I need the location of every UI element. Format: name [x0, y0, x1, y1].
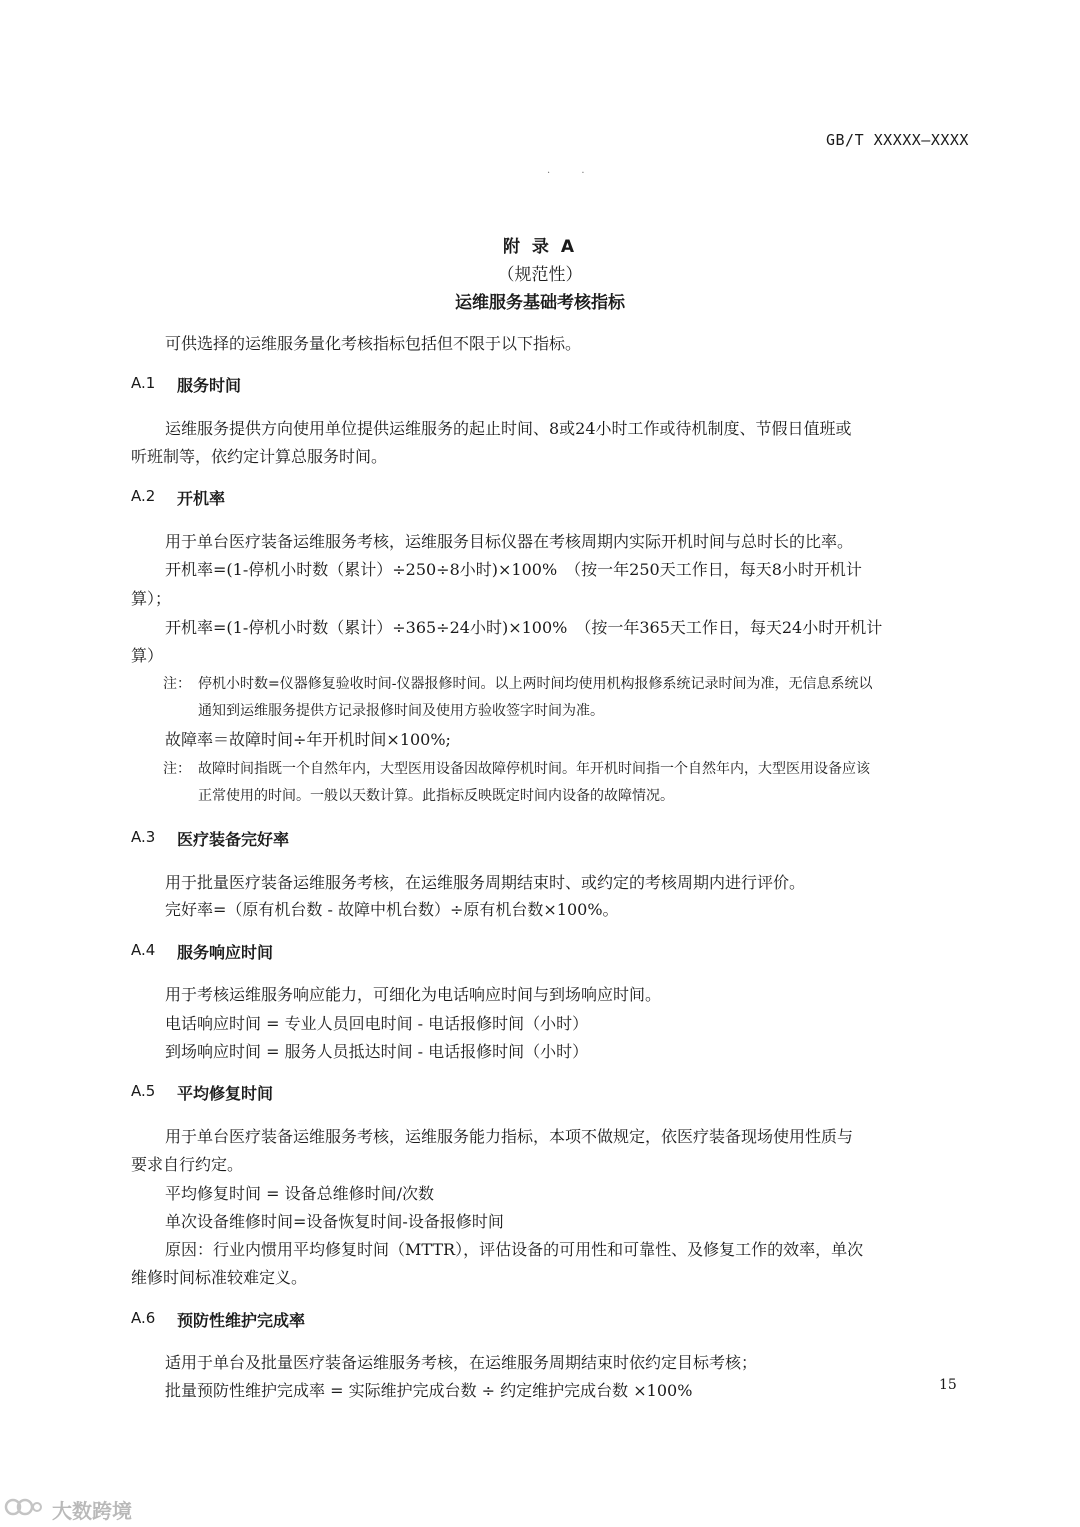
paragraph: 原因：行业内惯用平均修复时间（MTTR），评估设备的可用性和可靠性、及修复工作的效率，单次 [165, 1240, 864, 1259]
section-title: 开机率 [177, 489, 226, 508]
section-number: A.6 [131, 1309, 156, 1327]
formula: 批量预防性维护完成率 = 实际维护完成台数 ÷ 约定维护完成台数 ×100% [165, 1381, 693, 1400]
paragraph: 听班制等，依约定计算总服务时间。 [131, 447, 388, 466]
formula: 电话响应时间 = 专业人员回电时间 - 电话报修时间（小时） [165, 1014, 589, 1033]
paragraph: 用于批量医疗装备运维服务考核，在运维服务周期结束时、或约定的考核周期内进行评价。 [165, 873, 806, 892]
paragraph: 维修时间标准较难定义。 [131, 1268, 308, 1287]
appendix-name: 运维服务基础考核指标 [455, 293, 625, 313]
section-number: A.1 [131, 374, 156, 392]
section-number: A.3 [131, 828, 156, 846]
standard-code: GB/T XXXXX—XXXX [826, 131, 969, 149]
formula: 单次设备维修时间=设备恢复时间-设备报修时间 [165, 1212, 504, 1231]
section-title: 平均修复时间 [177, 1084, 274, 1103]
paragraph: 适用于单台及批量医疗装备运维服务考核，在运维服务周期结束时依约定目标考核； [165, 1353, 758, 1372]
section-title: 服务响应时间 [177, 943, 274, 962]
formula: 开机率=(1-停机小时数（累计）÷250÷8小时)×100% （按一年250天工作日，每天8小时开机计 [165, 560, 862, 579]
section-number: A.2 [131, 487, 156, 505]
section-title: 服务时间 [177, 376, 242, 395]
note-label: 注： [163, 761, 191, 777]
note-text: 通知到运维服务提供方记录报修时间及使用方验收签字时间为准。 [198, 703, 604, 719]
paragraph: 要求自行约定。 [131, 1155, 244, 1174]
formula: 平均修复时间 = 设备总维修时间/次数 [165, 1184, 434, 1203]
note-text: 停机小时数=仪器修复验收时间-仪器报修时间。以上两时间均使用机构报修系统记录时间为准，无信息系统以 [198, 676, 873, 692]
formula: 开机率=(1-停机小时数（累计）÷365÷24小时)×100% （按一年365天工作日，每天24小时开机计 [165, 618, 883, 637]
section-number: A.4 [131, 941, 156, 959]
note-text: 正常使用的时间。一般以天数计算。此指标反映既定时间内设备的故障情况。 [198, 788, 674, 804]
formula: 到场响应时间 = 服务人员抵达时间 - 电话报修时间（小时） [165, 1042, 589, 1061]
section-title: 医疗装备完好率 [177, 830, 290, 849]
formula: 算）； [131, 589, 172, 608]
appendix-title: 附 录 A [503, 237, 577, 257]
paragraph: 用于单台医疗装备运维服务考核，运维服务能力指标，本项不做规定，依医疗装备现场使用性质与 [165, 1127, 854, 1146]
formula: 完好率=（原有机台数 - 故障中机台数）÷原有机台数×100%。 [165, 900, 619, 919]
formula: 故障率＝故障时间÷年开机时间×100%; [165, 730, 451, 749]
section-number: A.5 [131, 1082, 156, 1100]
header-dots: · · [547, 168, 599, 179]
watermark-text: 大数跨境 [52, 1499, 132, 1523]
note-label: 注： [163, 676, 191, 692]
section-title: 预防性维护完成率 [177, 1311, 306, 1330]
paragraph: 用于单台医疗装备运维服务考核，运维服务目标仪器在考核周期内实际开机时间与总时长的比率。 [165, 532, 854, 551]
appendix-nature: （规范性） [497, 265, 583, 285]
intro-paragraph: 可供选择的运维服务量化考核指标包括但不限于以下指标。 [165, 334, 582, 353]
formula: 算） [131, 646, 164, 665]
paragraph: 运维服务提供方向使用单位提供运维服务的起止时间、8或24小时工作或待机制度、节假日值班或 [165, 419, 852, 438]
watermark-logo-icon [4, 1494, 48, 1520]
page-number: 15 [939, 1377, 957, 1393]
paragraph: 用于考核运维服务响应能力，可细化为电话响应时间与到场响应时间。 [165, 985, 662, 1004]
note-text: 故障时间指既一个自然年内，大型医用设备因故障停机时间。年开机时间指一个自然年内，大型医用设备应该 [198, 761, 870, 777]
